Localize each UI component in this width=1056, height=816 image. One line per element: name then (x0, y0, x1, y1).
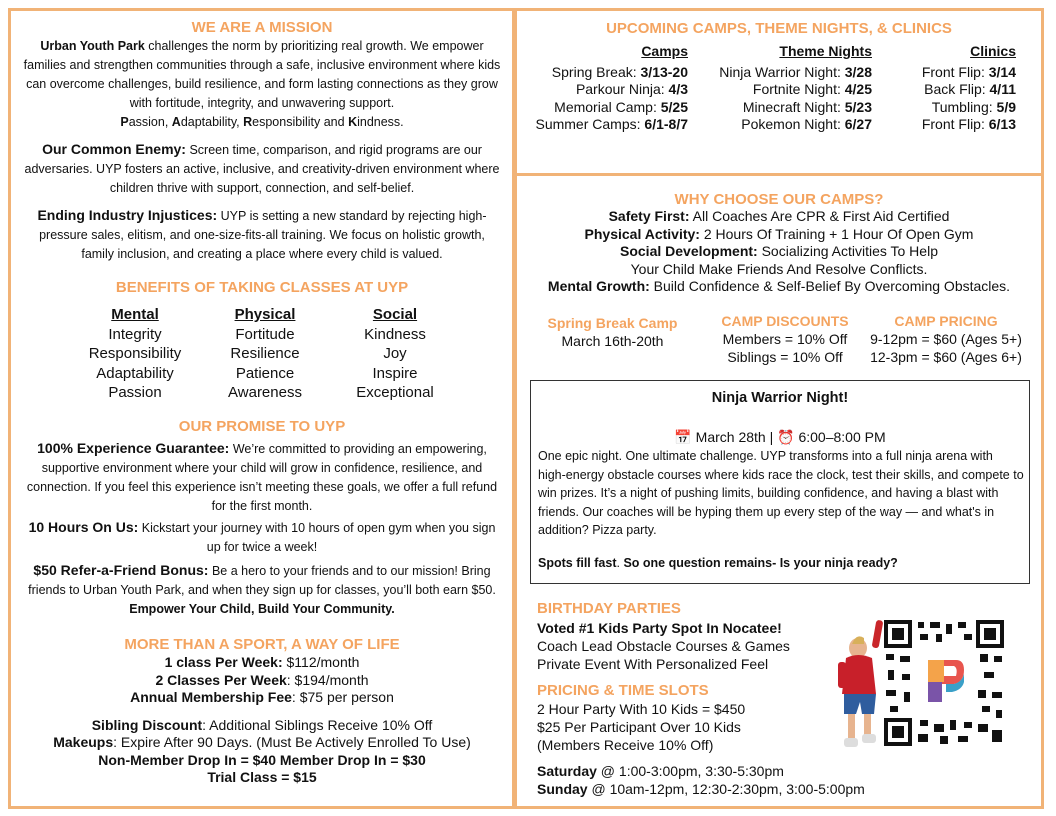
benefits-columns (70, 305, 460, 403)
birthday-line: Coach Lead Obstacle Courses & Games (537, 638, 790, 654)
why-item (520, 278, 1038, 296)
clinic-name: Back Flip: (924, 81, 990, 97)
way-of-life-heading: MORE THAN A SPORT, A WAY OF LIFE (124, 636, 400, 653)
birthday-pricing-heading: PRICING & TIME SLOTS (537, 682, 709, 699)
mission-text: challenges the norm by prioritizing real growth. We empower families and strengthen communities through a safe, inclusive environment where kids can overcome challenges, build resilience, and form lasting connections as they grow with fortitude, integrity, and unwavering support. (23, 39, 501, 110)
why-heading: WHY CHOOSE OUR CAMPS? (674, 191, 884, 208)
clinic-item (880, 116, 1016, 134)
camps-title: Camps (641, 43, 688, 59)
birthday-price-line: 2 Hour Party With 10 Kids = $450 (537, 701, 746, 717)
birthday-heading: BIRTHDAY PARTIES (537, 600, 681, 617)
column-title: Social (372, 306, 418, 323)
theme-name: Ninja Warrior Night: (719, 63, 845, 80)
sibling-text: : Additional Siblings Receive 10% Off (202, 716, 433, 733)
makeups-line (18, 734, 506, 752)
why-item (520, 208, 1038, 226)
membership-pricing (18, 654, 506, 787)
hours-label: 10 Hours On Us: (28, 519, 139, 535)
theme-name: Minecraft Night: (742, 98, 845, 115)
camp-item (520, 99, 688, 117)
why-text: All Coaches Are CPR & First Aid Certified (689, 208, 950, 224)
discount-line: Members = 10% Off (722, 331, 848, 347)
value-rest: esponsibility and (252, 115, 349, 129)
benefit-item: Integrity (108, 325, 162, 343)
benefit-item: Fortitude (235, 325, 295, 343)
column-title: Mental (111, 306, 159, 323)
clinics-list (880, 43, 1016, 134)
benefit-item: Responsibility (88, 345, 182, 362)
makeups-label: Makeups (53, 734, 114, 750)
camp-name: Summer Camps: (535, 116, 645, 132)
hours-text: Kickstart your journey with 10 hours of open gym when you sign up for twice a week! (138, 521, 496, 554)
price-line (18, 672, 506, 690)
why-item (520, 226, 1038, 244)
ninja-closing-question: So one question remains- Is your ninja ready? (623, 556, 898, 570)
benefits-heading: BENEFITS OF TAKING CLASSES AT UYP (115, 279, 409, 296)
theme-item (700, 64, 872, 82)
theme-date: 4/25 (844, 81, 872, 97)
mission-paragraph (18, 37, 506, 132)
price-line (18, 689, 506, 707)
clinic-name: Tumbling: (931, 98, 997, 115)
ninja-description: One epic night. One ultimate challenge. UYP transforms into a full ninja arena with high-energy obstacle courses where kids race the clock, test their skills, and compete to win prizes. It’s a night of pushing limits, building confidence, and having a blast with friends. Our coaches will be hyping them up every step of the way — and what's in addition? Pizza party. (538, 449, 1024, 538)
ninja-closing-bold: Spots fill fast (538, 556, 617, 570)
drop-in-line (18, 752, 506, 770)
clinic-name: Front Flip: (921, 116, 989, 132)
value-rest: indness. (357, 115, 404, 129)
price-value: $112/month (282, 654, 360, 670)
value-letter: K (348, 115, 358, 129)
benefit-item: Joy (383, 345, 407, 362)
sunday-slots (537, 780, 865, 798)
benefit-column-social (330, 305, 460, 403)
pricing-line: 9-12pm = $60 (Ages 5+) (870, 331, 1022, 347)
birthday-times (537, 762, 865, 798)
mission-heading: WE ARE A MISSION (191, 19, 333, 36)
theme-name: Pokemon Night: (741, 116, 845, 132)
ninja-closing-dot: . (616, 556, 624, 570)
referral-tagline: Empower Your Child, Build Your Community. (129, 602, 395, 616)
price-label: 2 Classes Per Week (155, 671, 287, 688)
time-slots: @ 1:00-3:00pm, 3:30-5:30pm (596, 763, 784, 779)
column-title: Physical (234, 306, 296, 323)
camp-date: 5/25 (660, 98, 688, 115)
pricing-line: 12-3pm = $60 (Ages 6+) (870, 349, 1022, 365)
theme-date: 3/28 (844, 63, 872, 80)
makeups-text: : Expire After 90 Days. (Must Be Actively Enrolled To Use) (113, 734, 471, 750)
enemy-paragraph (20, 140, 504, 198)
upcoming-heading: UPCOMING CAMPS, THEME NIGHTS, & CLINICS (606, 20, 952, 37)
birthday-pricing (537, 700, 745, 754)
why-item (520, 243, 1038, 261)
clinic-date: 6/13 (988, 116, 1016, 132)
time-slots: @ 10am-12pm, 12:30-2:30pm, 3:00-5:00pm (587, 781, 865, 797)
benefit-item: Passion (108, 384, 162, 401)
why-list (520, 208, 1038, 296)
discount-line: Siblings = 10% Off (727, 349, 843, 365)
camps-list (520, 43, 688, 134)
value-rest: assion, (128, 115, 172, 129)
why-text: Your Child Make Friends And Resolve Conflicts. (630, 260, 928, 277)
benefit-item: Exceptional (356, 384, 434, 401)
injustice-text: UYP is setting a new standard by rejecting high-pressure sales, elitism, and one-size-fits-all training. We focus on holistic growth, family inclusion, and creating a place where every child is valued. (39, 209, 487, 261)
theme-item (700, 116, 872, 134)
trial-text: Trial Class = $15 (207, 769, 317, 785)
birthday-price-line: $25 Per Participant Over 10 Kids (537, 719, 741, 735)
camp-item (520, 116, 688, 134)
benefit-item: Kindness (364, 325, 426, 343)
qr-code (884, 620, 1004, 746)
clinic-name: Front Flip: (921, 63, 989, 80)
enemy-text: Screen time, comparison, and rigid programs are our adversaries. UYP fosters an active, inclusive, and creativity-driven environment where children thrive with support, connection, and self-belief. (24, 143, 500, 195)
kid-photo (832, 618, 892, 756)
why-label: Physical Activity: (584, 225, 700, 242)
spring-break-camp (535, 314, 690, 350)
camp-date: 3/13-20 (640, 63, 688, 80)
clinic-date: 3/14 (988, 63, 1016, 80)
benefit-item: Patience (235, 364, 295, 382)
camp-name: Memorial Camp: (554, 98, 661, 115)
camp-item (520, 81, 688, 99)
day-label: Sunday (537, 781, 588, 797)
referral-text: Be a hero to your friends and to our mission! Bring friends to Urban Youth Park, and when they sign up for classes, you’ll both earn $50. (28, 564, 496, 597)
benefit-column-mental (70, 305, 200, 403)
saturday-slots (537, 762, 865, 780)
theme-nights-title: Theme Nights (779, 43, 872, 59)
clinic-item (880, 81, 1016, 99)
camp-date: 4/3 (668, 81, 688, 97)
camp-date: 6/1-8/7 (644, 116, 688, 132)
promise-heading: OUR PROMISE TO UYP (178, 418, 346, 435)
clinic-item (880, 64, 1016, 82)
pricing-title: CAMP PRICING (894, 313, 998, 329)
sibling-line (18, 717, 506, 735)
theme-item (700, 81, 872, 99)
brand-name: Urban Youth Park (40, 39, 145, 53)
price-value: : $75 per person (291, 689, 394, 705)
hours-paragraph (20, 518, 504, 557)
birthday-details (537, 619, 790, 673)
clinic-item (880, 99, 1016, 117)
referral-paragraph (18, 561, 506, 619)
camp-discounts (705, 312, 865, 366)
clinics-title: Clinics (970, 43, 1016, 59)
ninja-title: Ninja Warrior Night! (711, 390, 849, 406)
ninja-closing (538, 556, 1024, 570)
spring-title: Spring Break Camp (547, 315, 678, 331)
enemy-label: Our Common Enemy: (42, 141, 186, 157)
clinic-date: 5/9 (996, 98, 1016, 115)
why-label: Mental Growth: (547, 278, 650, 295)
value-letter: R (243, 115, 253, 129)
why-label: Safety First: (608, 208, 690, 224)
price-line (18, 654, 506, 672)
value-rest: daptability, (180, 115, 244, 129)
theme-name: Fortnite Night: (752, 81, 845, 97)
why-label: Social Development: (620, 243, 758, 260)
benefit-item: Adaptability (96, 364, 174, 382)
camp-item (520, 64, 688, 82)
theme-date: 5/23 (844, 98, 872, 115)
benefit-item: Awareness (228, 384, 302, 401)
why-text: 2 Hours Of Training + 1 Hour Of Open Gym (699, 225, 974, 242)
why-text: Build Confidence & Self-Belief By Overcoming Obstacles. (649, 278, 1011, 295)
price-value: : $194/month (286, 671, 369, 688)
camp-name: Spring Break: (551, 63, 641, 80)
clinic-date: 4/11 (989, 81, 1016, 97)
guarantee-text: We’re committed to providing an empowering, supportive environment where your child will grow in confidence, resilience, and connection. If you feel this experience isn’t meeting these goals, we offer a full refund for the first month. (26, 442, 498, 513)
birthday-line: Private Event With Personalized Feel (537, 656, 769, 672)
values-line (120, 115, 403, 129)
camp-pricing (862, 312, 1030, 366)
benefit-item: Inspire (372, 364, 418, 382)
day-label: Saturday (537, 763, 597, 779)
why-text: Socializing Activities To Help (757, 243, 938, 260)
referral-label: $50 Refer-a-Friend Bonus: (33, 562, 209, 578)
trial-line (18, 769, 506, 787)
benefit-item: Resilience (230, 345, 300, 362)
value-letter: P (120, 115, 129, 129)
theme-nights-list (700, 43, 872, 134)
birthday-headline: Voted #1 Kids Party Spot In Nocatee! (537, 620, 782, 636)
value-letter: A (171, 115, 181, 129)
benefit-column-physical (200, 305, 330, 403)
guarantee-label: 100% Experience Guarantee: (37, 440, 230, 456)
theme-date: 6/27 (844, 116, 872, 132)
guarantee-paragraph (20, 439, 504, 516)
price-label: Annual Membership Fee (130, 689, 292, 705)
birthday-price-line: (Members Receive 10% Off) (537, 737, 714, 753)
discounts-title: CAMP DISCOUNTS (721, 313, 849, 329)
drop-in-text: Non-Member Drop In = $40 Member Drop In = $30 (98, 751, 426, 768)
injustice-paragraph (24, 206, 500, 264)
price-label: 1 class Per Week: (164, 654, 283, 670)
injustice-label: Ending Industry Injustices: (37, 207, 218, 223)
camp-name: Parkour Ninja: (575, 81, 669, 97)
sibling-label: Sibling Discount (91, 716, 203, 733)
ninja-datetime: 📅 March 28th | ⏰ 6:00–8:00 PM (674, 429, 886, 445)
spring-dates: March 16th-20th (561, 333, 664, 349)
theme-item (700, 99, 872, 117)
